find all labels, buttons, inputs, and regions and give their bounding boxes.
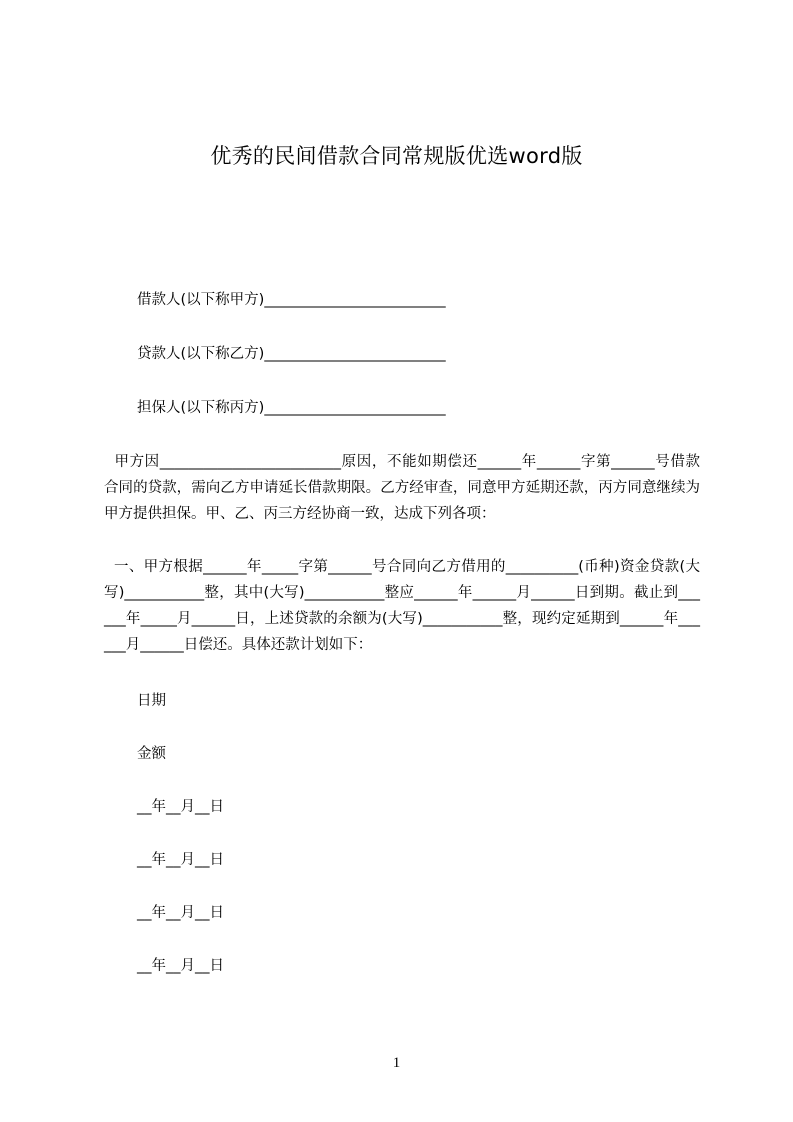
plan-amount-label: 金额 [137,746,166,762]
extension-paragraph: 甲方因_________________________原因，不能如期偿还______年______字第______号借款合同的贷款，需向乙方申请延长借款期限。乙方经审查，同意甲方延期还款，丙方同意继续为甲方提供担保。甲、乙、丙三方经协商一致，达成下列各项： [104,454,701,522]
document-title: 优秀的民间借款合同常规版优选word版 [210,144,583,168]
plan-row: __年__月__日 [137,905,224,921]
page-number: 1 [392,1055,401,1071]
guarantor-line: 担保人(以下称丙方)_________________________ [137,400,446,416]
plan-date-label: 日期 [137,693,166,709]
clause-one-paragraph: 一、甲方根据______年_____字第______号合同向乙方借用的__________(币种)资金贷款(大写)___________整，其中(大写)___________整应______年______月______日到期。截止到______年_____月______日，上述贷款的余额为(大写)___________整，现约定延期到______年______月______日偿还。具体还款计划如下： [104,559,701,653]
plan-row: __年__月__日 [137,958,224,974]
lender-line: 贷款人(以下称乙方)_________________________ [137,346,446,362]
plan-row: __年__月__日 [137,852,224,868]
borrower-line: 借款人(以下称甲方)_________________________ [137,292,446,308]
plan-row: __年__月__日 [137,799,224,815]
